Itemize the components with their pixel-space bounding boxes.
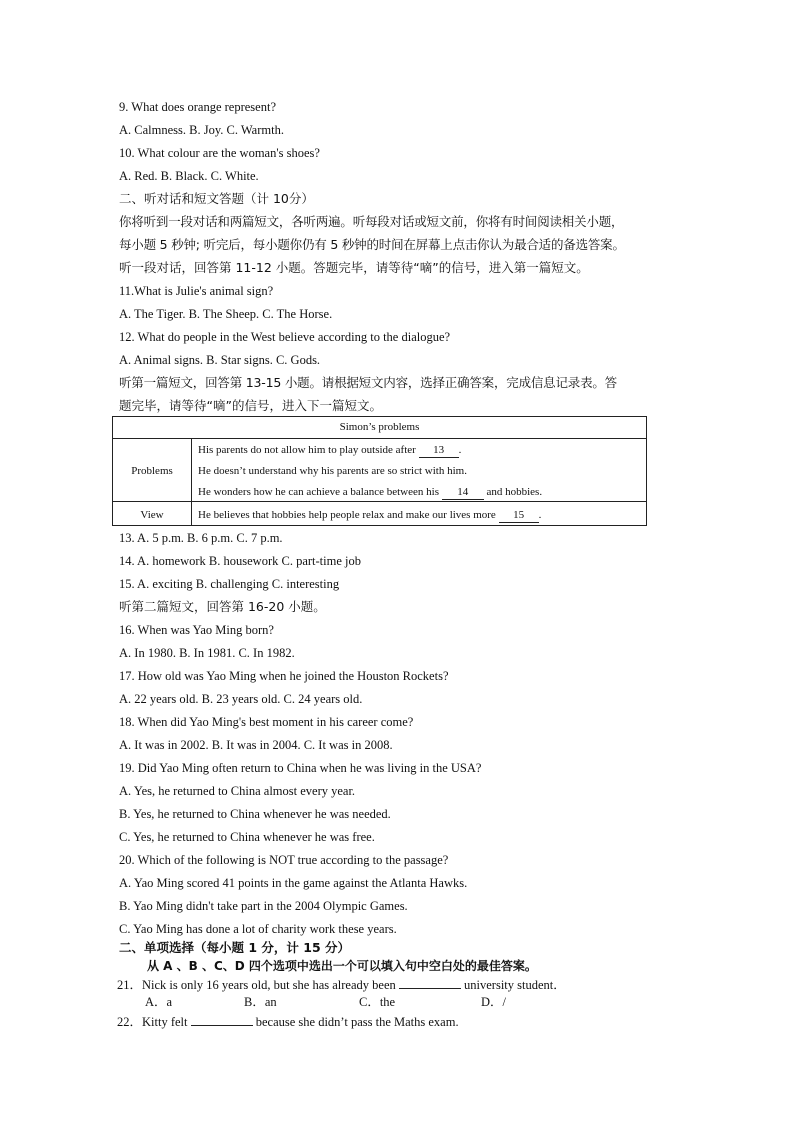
question-17-options: A. 22 years old. B. 23 years old. C. 24 years old. bbox=[119, 692, 363, 706]
table-row-divider bbox=[113, 501, 646, 502]
question-20-option-c: C. Yao Ming has done a lot of charity work these years. bbox=[119, 922, 397, 936]
question-10: 10. What colour are the woman's shoes? bbox=[119, 146, 320, 160]
question-12-options: A. Animal signs. B. Star signs. C. Gods. bbox=[119, 353, 321, 367]
table-problem-3: He wonders how he can achieve a balance between his 14 and hobbies. bbox=[198, 486, 543, 498]
section-3-instruction: 从 A 、B 、C、D 四个选项中选出一个可以填入句中空白处的最佳答案。 bbox=[147, 959, 537, 973]
table-label-problems: Problems bbox=[131, 465, 173, 477]
question-16-options: A. In 1980. B. In 1981. C. In 1982. bbox=[119, 646, 295, 660]
blank-15: 15 bbox=[499, 508, 539, 523]
question-9-options: A. Calmness. B. Joy. C. Warmth. bbox=[119, 123, 284, 137]
blank-13: 13 bbox=[419, 443, 459, 458]
question-19-option-b: B. Yes, he returned to China whenever he was needed. bbox=[119, 807, 391, 821]
question-19-option-c: C. Yes, he returned to China whenever he was free. bbox=[119, 830, 375, 844]
question-20-option-b: B. Yao Ming didn't take part in the 2004 Olympic Games. bbox=[119, 899, 408, 913]
question-11-options: A. The Tiger. B. The Sheep. C. The Horse. bbox=[119, 307, 333, 321]
question-12: 12. What do people in the West believe according to the dialogue? bbox=[119, 330, 451, 344]
question-20: 20. Which of the following is NOT true according to the passage? bbox=[119, 853, 449, 867]
question-21-option-b: B．an bbox=[244, 995, 277, 1009]
blank-14: 14 bbox=[442, 485, 484, 500]
table-view: He believes that hobbies help people relax and make our lives more 15 . bbox=[198, 509, 542, 521]
question-21-option-d: D．/ bbox=[481, 995, 507, 1009]
section-2-title: 二、听对话和短文答题（计 10分） bbox=[119, 191, 314, 206]
section-3-title: 二、单项选择（每小题 1 分，计 15 分） bbox=[119, 940, 351, 955]
instruction-line-1: 你将听到一段对话和两篇短文，各听两遍。听每段对话或短文前，你将有时间阅读相关小题， bbox=[119, 214, 624, 229]
table-column-divider bbox=[191, 438, 192, 525]
question-11: 11.What is Julie's animal sign? bbox=[119, 284, 274, 298]
question-18: 18. When did Yao Ming's best moment in his career come? bbox=[119, 715, 414, 729]
question-9: 9. What does orange represent? bbox=[119, 100, 276, 114]
question-18-options: A. It was in 2002. B. It was in 2004. C. It was in 2008. bbox=[119, 738, 393, 752]
table-title: Simon’s problems bbox=[113, 417, 646, 439]
instruction-line-3: 听一段对话，回答第 11-12 小题。答题完毕，请等待“嘀”的信号，进入第一篇短文。 bbox=[119, 260, 589, 275]
question-21: 21．Nick is only 16 years old, but she has already been university student． bbox=[117, 978, 566, 992]
question-22: 22．Kitty felt because she didn’t pass the Maths exam. bbox=[117, 1015, 459, 1029]
question-19: 19. Did Yao Ming often return to China when he was living in the USA? bbox=[119, 761, 482, 775]
question-10-options: A. Red. B. Black. C. White. bbox=[119, 169, 259, 183]
blank-22 bbox=[191, 1013, 253, 1026]
instruction-line-2: 每小题 5 秒钟; 听完后，每小题你仍有 5 秒钟的时间在屏幕上点击你认为最合适的备选答案。 bbox=[119, 237, 625, 252]
instruction-line-6: 听第二篇短文，回答第 16-20 小题。 bbox=[119, 599, 326, 614]
table-problem-1: His parents do not allow him to play outside after 13 . bbox=[198, 444, 462, 456]
question-19-option-a: A. Yes, he returned to China almost every year. bbox=[119, 784, 356, 798]
table-label-view: View bbox=[140, 509, 164, 521]
question-14-options: 14. A. homework B. housework C. part-time job bbox=[119, 554, 361, 568]
simon-problems-table bbox=[112, 416, 647, 526]
question-17: 17. How old was Yao Ming when he joined the Houston Rockets? bbox=[119, 669, 449, 683]
question-21-option-c: C．the bbox=[359, 995, 396, 1009]
instruction-line-5: 题完毕，请等待“嘀”的信号，进入下一篇短文。 bbox=[119, 398, 382, 413]
question-13-options: 13. A. 5 p.m. B. 6 p.m. C. 7 p.m. bbox=[119, 531, 283, 545]
question-15-options: 15. A. exciting B. challenging C. interesting bbox=[119, 577, 340, 591]
table-problem-2: He doesn’t understand why his parents are so strict with him. bbox=[198, 465, 467, 477]
question-16: 16. When was Yao Ming born? bbox=[119, 623, 274, 637]
blank-21 bbox=[399, 976, 461, 989]
question-21-option-a: A．a bbox=[145, 995, 173, 1009]
question-20-option-a: A. Yao Ming scored 41 points in the game against the Atlanta Hawks. bbox=[119, 876, 468, 890]
instruction-line-4: 听第一篇短文，回答第 13-15 小题。请根据短文内容，选择正确答案，完成信息记录表。答 bbox=[119, 375, 617, 390]
